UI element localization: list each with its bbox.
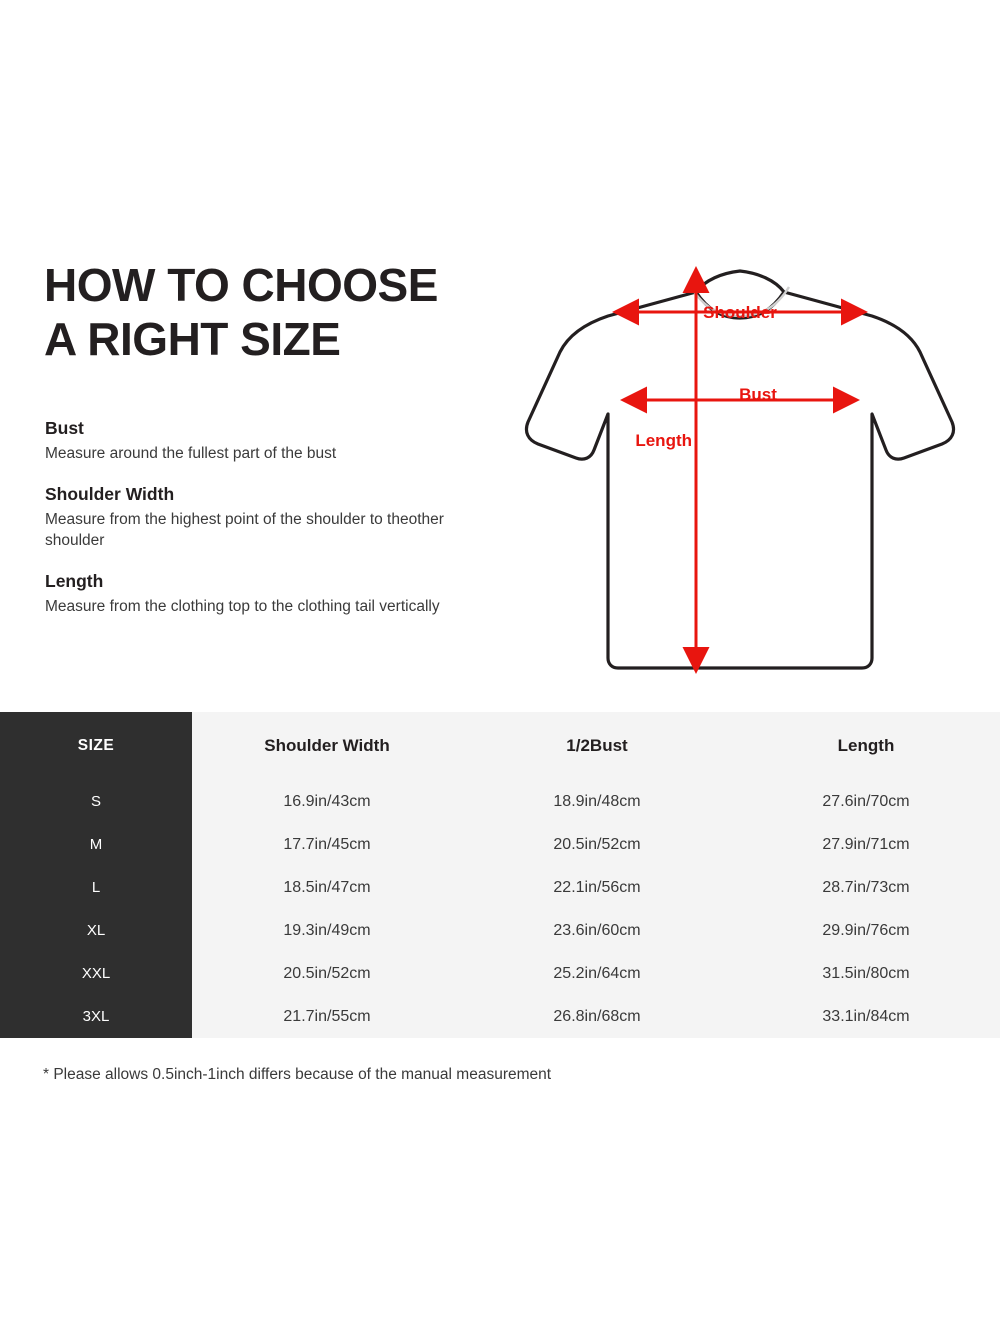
length-label: Length bbox=[635, 431, 692, 450]
table-row bbox=[0, 952, 1000, 995]
definition-length-term: Length bbox=[45, 571, 104, 591]
cell-shoulder-width: 16.9in/43cm bbox=[192, 780, 462, 823]
page-title-line-1: HOW TO CHOOSE bbox=[44, 259, 438, 311]
cell-half-bust: 22.1in/56cm bbox=[462, 866, 732, 909]
header-shoulder-width: Shoulder Width bbox=[192, 712, 462, 780]
table-row bbox=[0, 995, 1000, 1038]
cell-half-bust: 26.8in/68cm bbox=[462, 995, 732, 1038]
tshirt-measurement-diagram bbox=[500, 240, 980, 690]
measurement-definitions bbox=[45, 416, 495, 635]
table-row bbox=[0, 780, 1000, 823]
header-half-bust: 1/2Bust bbox=[462, 712, 732, 780]
shoulder-label: Shoulder bbox=[703, 303, 777, 322]
header-length: Length bbox=[732, 712, 1000, 780]
definition-length bbox=[45, 569, 495, 617]
cell-size: XXL bbox=[0, 952, 192, 995]
page-title bbox=[44, 258, 514, 366]
tshirt-outline-shape bbox=[526, 271, 953, 668]
cell-shoulder-width: 17.7in/45cm bbox=[192, 823, 462, 866]
cell-shoulder-width: 19.3in/49cm bbox=[192, 909, 462, 952]
cell-size: L bbox=[0, 866, 192, 909]
definition-bust-term: Bust bbox=[45, 418, 84, 438]
cell-shoulder-width: 21.7in/55cm bbox=[192, 995, 462, 1038]
cell-half-bust: 25.2in/64cm bbox=[462, 952, 732, 995]
cell-shoulder-width: 18.5in/47cm bbox=[192, 866, 462, 909]
cell-size: M bbox=[0, 823, 192, 866]
table-row bbox=[0, 866, 1000, 909]
cell-shoulder-width: 20.5in/52cm bbox=[192, 952, 462, 995]
table-row bbox=[0, 823, 1000, 866]
cell-half-bust: 23.6in/60cm bbox=[462, 909, 732, 952]
measurement-footnote: * Please allows 0.5inch-1inch differs because of the manual measurement bbox=[43, 1066, 552, 1083]
cell-length: 33.1in/84cm bbox=[732, 995, 1000, 1038]
definition-shoulder-width-description: Measure from the highest point of the shoulder to theother shoulder bbox=[45, 511, 444, 549]
cell-size: S bbox=[0, 780, 192, 823]
definition-shoulder-width bbox=[45, 482, 495, 551]
bust-label: Bust bbox=[739, 385, 777, 404]
page-title-line-2: A RIGHT SIZE bbox=[44, 313, 341, 365]
definition-shoulder-width-term: Shoulder Width bbox=[45, 484, 175, 504]
cell-half-bust: 20.5in/52cm bbox=[462, 823, 732, 866]
table-row bbox=[0, 909, 1000, 952]
cell-length: 29.9in/76cm bbox=[732, 909, 1000, 952]
table-header-row bbox=[0, 712, 1000, 780]
definition-bust bbox=[45, 416, 495, 464]
cell-length: 31.5in/80cm bbox=[732, 952, 1000, 995]
size-table-section bbox=[0, 712, 1000, 1034]
header-size: SIZE bbox=[0, 712, 192, 780]
cell-size: XL bbox=[0, 909, 192, 952]
size-chart-table bbox=[0, 712, 1000, 1038]
cell-size: 3XL bbox=[0, 995, 192, 1038]
cell-length: 27.6in/70cm bbox=[732, 780, 1000, 823]
definition-length-description: Measure from the clothing top to the clothing tail vertically bbox=[45, 598, 440, 615]
cell-half-bust: 18.9in/48cm bbox=[462, 780, 732, 823]
definition-bust-description: Measure around the fullest part of the bust bbox=[45, 445, 337, 462]
cell-length: 28.7in/73cm bbox=[732, 866, 1000, 909]
cell-length: 27.9in/71cm bbox=[732, 823, 1000, 866]
